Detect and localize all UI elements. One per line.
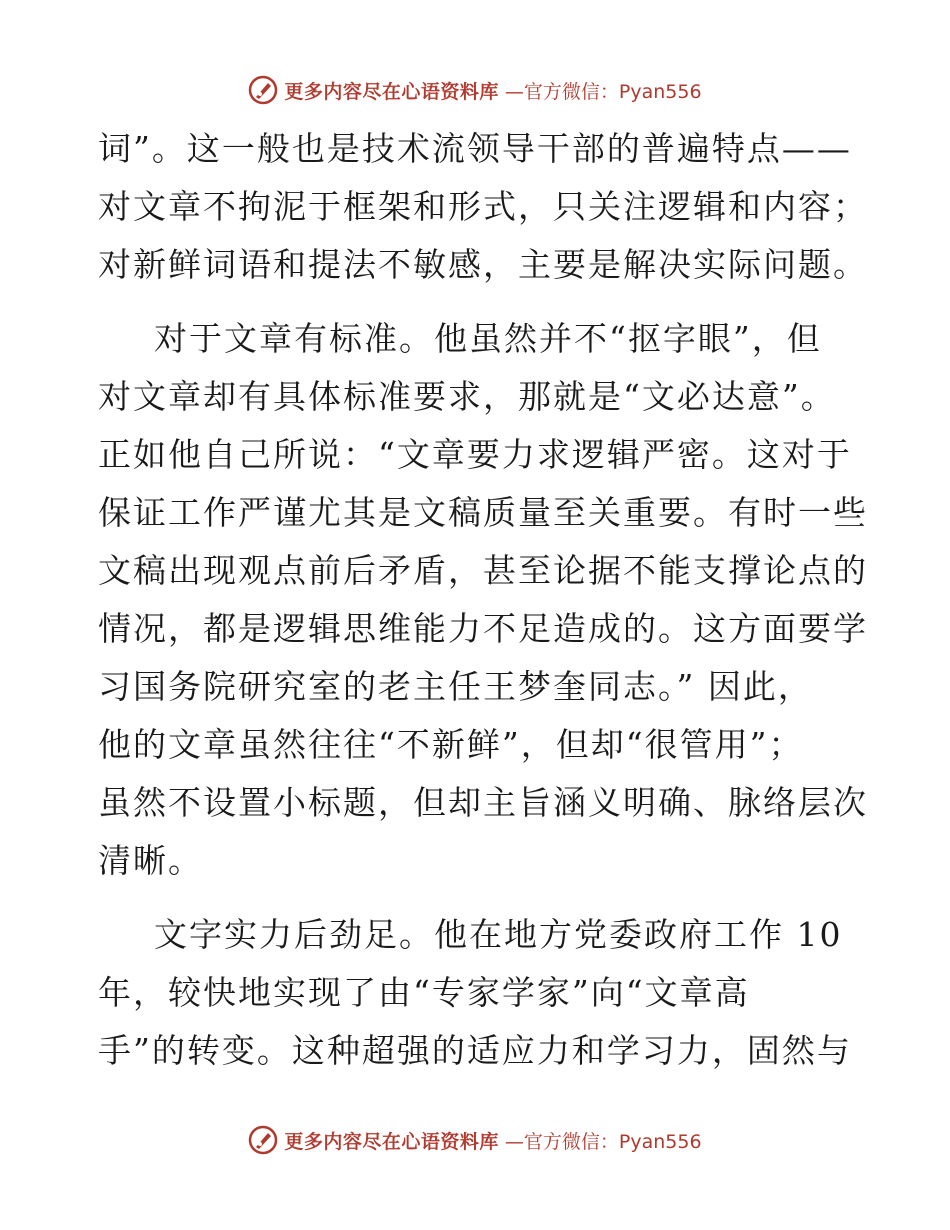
pen-logo-icon xyxy=(248,1125,278,1155)
text-line: 年，较快地实现了由“专家学家”向“文章高 xyxy=(98,973,750,1012)
banner-wechat-text: —官方微信：Pyan556 xyxy=(504,80,702,103)
text-line: 清晰。 xyxy=(98,841,203,880)
text-line: 文稿出现观点前后矛盾，甚至论据不能支撑论点的 xyxy=(98,551,868,590)
banner-main-text: 更多内容尽在心语资料库 xyxy=(284,1130,499,1153)
pen-logo-icon xyxy=(248,75,278,105)
banner-main-text: 更多内容尽在心语资料库 xyxy=(284,80,499,103)
text-line: 习国务院研究室的老主任王梦奎同志。” 因此， xyxy=(98,667,813,706)
text-line: 保证工作严谨尤其是文稿质量至关重要。有时一些 xyxy=(98,493,868,532)
text-line: 正如他自己所说：“文章要力求逻辑严密。这对于 xyxy=(98,435,852,474)
footer-watermark-banner xyxy=(0,1120,950,1160)
text-line: 对新鲜词语和提法不敏感，主要是解决实际问题。 xyxy=(98,245,868,284)
text-line: 对于文章有标准。他虽然并不“抠字眼”，但 xyxy=(154,319,822,358)
text-line: 对文章却有具体标准要求，那就是“文必达意”。 xyxy=(98,377,836,416)
banner-wechat-text: —官方微信：Pyan556 xyxy=(504,1130,702,1153)
text-line: 对文章不拘泥于框架和形式，只关注逻辑和内容； xyxy=(98,187,868,226)
document-body xyxy=(98,120,868,1080)
text-line: 词”。这一般也是技术流领导干部的普遍特点—— xyxy=(98,129,852,168)
text-line: 情况，都是逻辑思维能力不足造成的。这方面要学 xyxy=(98,609,868,648)
text-line: 文字实力后劲足。他在地方党委政府工作 10 xyxy=(154,915,843,954)
header-watermark-banner xyxy=(0,70,950,110)
text-line: 他的文章虽然往往“不新鲜”，但却“很管用”； xyxy=(98,725,804,764)
text-line: 虽然不设置小标题，但却主旨涵义明确、脉络层次 xyxy=(98,783,868,822)
text-line: 手”的转变。这种超强的适应力和学习力，固然与 xyxy=(98,1031,852,1070)
